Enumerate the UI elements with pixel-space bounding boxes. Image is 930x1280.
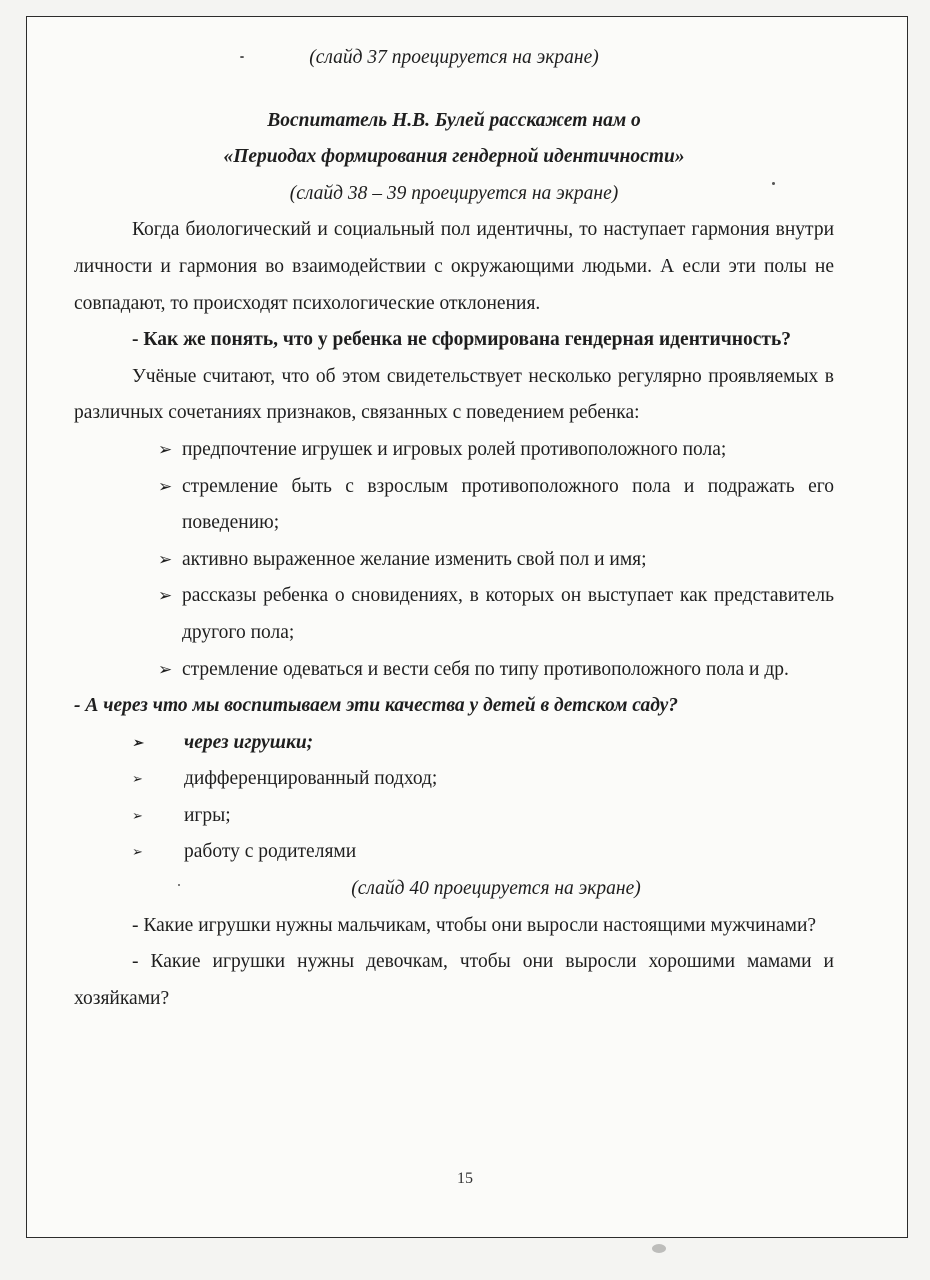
question-kindergarten: - А через что мы воспитываем эти качества у детей в детском саду? [74,695,679,717]
arrow-bullet-icon: ➢ [158,439,173,459]
arrow-bullet-icon: ➢ [158,476,173,496]
slide-37-note: (слайд 37 проецируется на экране) [309,47,599,68]
list-item: ➢ через игрушки; [132,725,834,762]
list-item: ➢ стремление одеваться и вести себя по типу противоположного пола и др. [158,652,834,689]
signs-list [74,432,834,688]
list-item: ➢ дифференцированный подход; [132,761,834,798]
arrow-bullet-icon: ➢ [132,771,143,787]
question-identity: - Как же понять, что у ребенка не сформирована гендерная идентичность? [132,329,792,351]
scan-speck [652,1244,666,1253]
speaker-line: Воспитатель Н.В. Булей расскажет нам о [267,109,641,131]
arrow-bullet-icon: ➢ [132,807,143,823]
question-girls-toys: - Какие игрушки нужны девочкам, чтобы они выросли хорошими мамами и хозяйками? [74,951,834,1009]
question-boys-toys: - Какие игрушки нужны мальчикам, чтобы они выросли настоящими мужчинами? [132,914,817,936]
paragraph-scientists: Учёные считают, что об этом свидетельствует несколько регулярно проявляемых в различных сочетаниях признаков, связанных с поведением ребенка: [74,365,834,424]
arrow-bullet-icon: ➢ [158,586,173,606]
list-item: ➢ игры; [132,798,834,835]
methods-list [74,725,834,871]
list-item: ➢ предпочтение игрушек и игровых ролей противоположного пола; [158,432,834,469]
arrow-bullet-icon: ➢ [158,549,173,569]
list-item: ➢ работу с родителями [132,834,834,871]
list-item: ➢ активно выраженное желание изменить свой пол и имя; [158,542,834,579]
arrow-bullet-icon: ➢ [132,844,143,860]
slide-40-note: (слайд 40 проецируется на экране) [351,878,641,900]
topic-title: «Периодах формирования гендерной идентичности» [223,146,685,168]
arrow-bullet-icon: ➢ [158,659,173,679]
arrow-bullet-icon: ➢ [132,734,143,750]
list-item: ➢ рассказы ребенка о сновидениях, в которых он выступает как представитель другого пола; [158,578,834,651]
document-body [74,40,834,1017]
paragraph-harmony: Когда биологический и социальный пол идентичны, то наступает гармония внутри личности и гармония во взаимодействии с окружающими людьми. А если эти полы не совпадают, то происходят психологические отклонения. [74,219,834,314]
page-number: 15 [457,1170,473,1187]
list-item: ➢ стремление быть с взрослым противоположного пола и подражать его поведению; [158,469,834,542]
slide-38-39-note: (слайд 38 – 39 проецируется на экране) [289,182,619,204]
